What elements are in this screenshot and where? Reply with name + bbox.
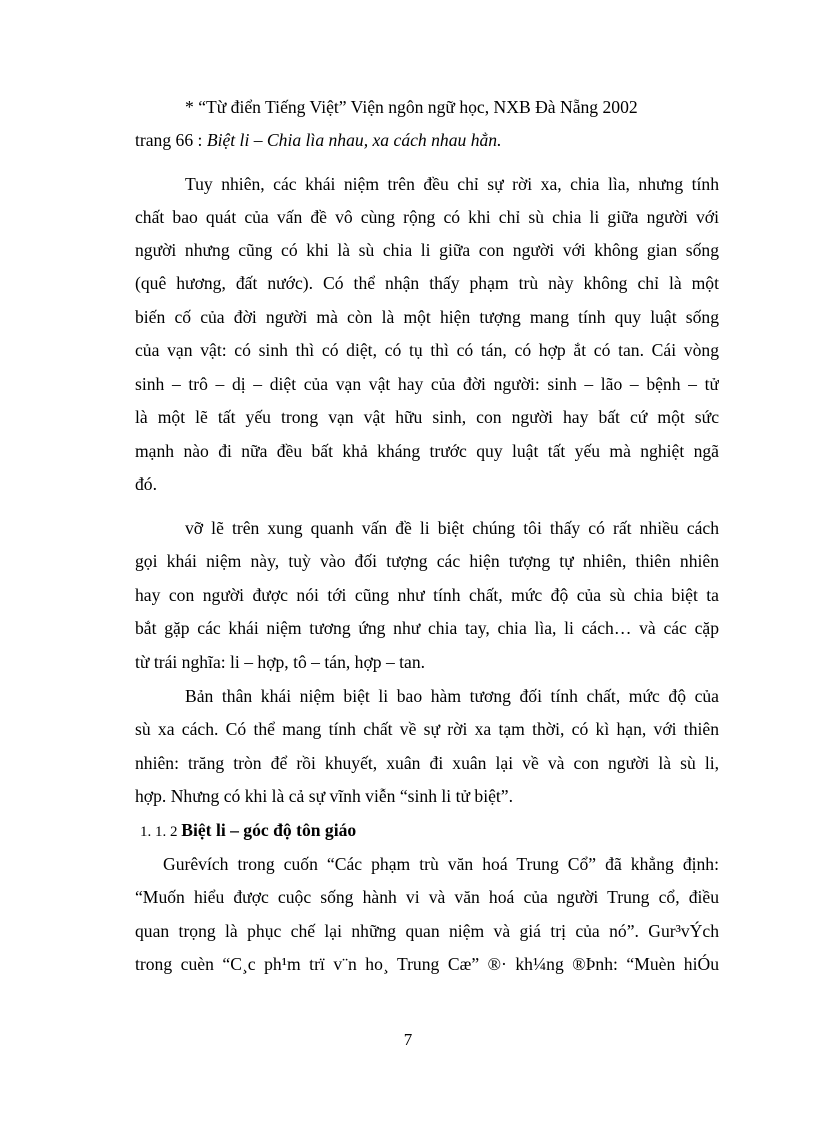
para3-line: sù xa cách. Có thể mang tính chất về sự rời xa tạm thời, có kì hạn, với thiên bbox=[135, 719, 719, 739]
footnote-line-2 bbox=[135, 129, 502, 151]
para1-line: (quê hương, đất nước). Có thể nhận thấy phạm trù này không chỉ là một bbox=[135, 273, 719, 293]
para2-line: gọi khái niệm này, tuỳ vào đối tượng các hiện tượng tự nhiên, thiên nhiên bbox=[135, 551, 719, 571]
para2-line: hay con người được nói tới cũng như tính chất, mức độ của sù chia biệt ta bbox=[135, 585, 719, 605]
page-number: 7 bbox=[403, 1030, 413, 1049]
para3-line: nhiên: trăng tròn để rồi khuyết, xuân đi xuân lại về và con người là sù li, bbox=[135, 753, 719, 773]
para2-line: vỡ lẽ trên xung quanh vấn đề li biệt chúng tôi thấy có rất nhiều cách bbox=[185, 518, 719, 538]
para1-line: mạnh nào đi nữa đều bất khả kháng trước quy luật tất yếu mà nghiệt ngã bbox=[135, 441, 719, 461]
para4-line: quan trọng là phục chế lại những quan niệm và giá trị của nó”. Gur³vÝch bbox=[135, 921, 719, 941]
para1-line: là một lẽ tất yếu trong vạn vật hữu sinh, con người hay bất cứ một sức bbox=[135, 407, 719, 427]
section-title: Biệt li – góc độ tôn giáo bbox=[181, 820, 357, 840]
para1-line: của vạn vật: có sinh thì có diệt, có tụ thì có tán, có hợp ắt có tan. Cái vòng bbox=[135, 340, 719, 360]
para1-line: đó. bbox=[135, 474, 157, 494]
para3-line: Bản thân khái niệm biệt li bao hàm tương đối tính chất, mức độ của bbox=[185, 686, 719, 706]
para1-line: biến cố của đời người mà còn là một hiện tượng mang tính quy luật sống bbox=[135, 307, 719, 327]
para4-line: Gurêvích trong cuốn “Các phạm trù văn hoá Trung Cổ” đã khẳng định: bbox=[163, 854, 719, 874]
section-heading bbox=[140, 819, 356, 843]
para1-line: sinh – trô – dị – diệt của vạn vật hay của đời người: sinh – lão – bệnh – tử bbox=[135, 374, 719, 394]
footnote-definition: Biệt li – Chia lìa nhau, xa cách nhau hẳn. bbox=[206, 130, 502, 150]
para1-line: chất bao quát của vấn đề vô cùng rộng có khi chỉ sù chia li giữa người với bbox=[135, 207, 719, 227]
para1-line: người nhưng cũng có khi là sù chia li giữa con người với không gian sống bbox=[135, 240, 719, 260]
para2-line: từ trái nghĩa: li – hợp, tô – tán, hợp – tan. bbox=[135, 652, 426, 672]
para4-line: trong cuèn “C¸c ph¹m trï v¨n ho¸ Trung Cæ” ®· kh¼ng ®Þnh: “Muèn hiÓu bbox=[135, 954, 719, 974]
para3-line: hợp. Nhưng có khi là cả sự vĩnh viễn “sinh li tử biệt”. bbox=[135, 786, 513, 806]
para1-line: Tuy nhiên, các khái niệm trên đều chỉ sự rời xa, chia lìa, nhưng tính bbox=[185, 174, 719, 194]
section-number: 1. 1. 2 bbox=[140, 824, 182, 840]
footnote-line-1: * “Từ điển Tiếng Việt” Viện ngôn ngữ học, NXB Đà Nẵng 2002 bbox=[185, 97, 638, 117]
para4-line: “Muốn hiểu được cuộc sống hành vi và văn hoá của người Trung cổ, điều bbox=[135, 887, 719, 907]
footnote-page-ref: trang 66 : bbox=[135, 130, 207, 150]
para2-line: bắt gặp các khái niệm tương ứng như chia tay, chia lìa, li cách… và các cặp bbox=[135, 618, 719, 638]
